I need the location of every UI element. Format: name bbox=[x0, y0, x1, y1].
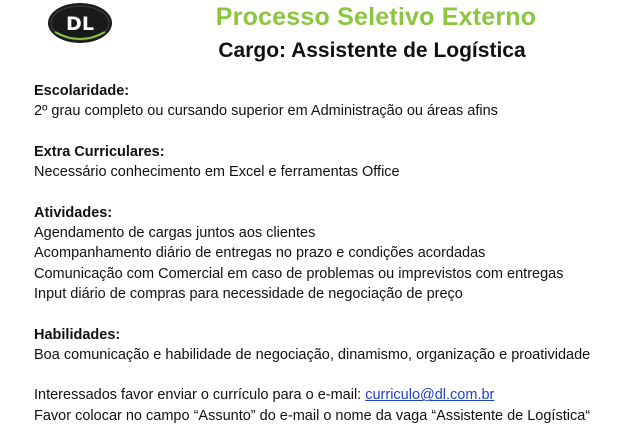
job-title-text: Cargo: Assistente de Logística bbox=[218, 39, 526, 62]
logo-text: DL bbox=[66, 13, 94, 35]
section-contact bbox=[34, 385, 634, 426]
section-title: Escolaridade: bbox=[34, 83, 130, 99]
contact-instruction: Favor colocar no campo “Assunto” do e-mail o nome da vaga “Assistente de Logística“ bbox=[34, 407, 591, 424]
page-title-text: Processo Seletivo Externo bbox=[215, 3, 537, 31]
section-title: Habilidades: bbox=[34, 326, 121, 343]
section-extra-curriculares bbox=[34, 142, 634, 183]
section-line: Acompanhamento diário de entregas no prazo e condições acordadas bbox=[34, 245, 486, 262]
page-title bbox=[0, 3, 640, 32]
section-line: 2º grau completo ou cursando superior em Administração ou áreas afins bbox=[34, 103, 498, 120]
section-escolaridade bbox=[34, 81, 634, 122]
section-line: Input diário de compras para necessidade de negociação de preço bbox=[34, 285, 463, 302]
contact-line bbox=[34, 385, 634, 405]
job-posting-body bbox=[34, 81, 634, 446]
email-link[interactable]: curriculo@dl.com.br bbox=[365, 387, 495, 404]
section-title: Atividades: bbox=[34, 204, 113, 221]
section-line: Comunicação com Comercial em caso de problemas ou imprevistos com entregas bbox=[34, 265, 564, 282]
section-line: Necessário conhecimento em Excel e ferramentas Office bbox=[34, 164, 400, 181]
job-title bbox=[0, 39, 640, 63]
section-line: Agendamento de cargas juntos aos clientes bbox=[34, 225, 316, 242]
section-line: Boa comunicação e habilidade de negociação, dinamismo, organização e proatividade bbox=[34, 346, 591, 363]
section-habilidades bbox=[34, 325, 634, 366]
section-title: Extra Curriculares: bbox=[34, 143, 165, 160]
section-atividades bbox=[34, 203, 634, 304]
contact-intro: Interessados favor enviar o currículo para o e-mail: bbox=[34, 387, 366, 404]
